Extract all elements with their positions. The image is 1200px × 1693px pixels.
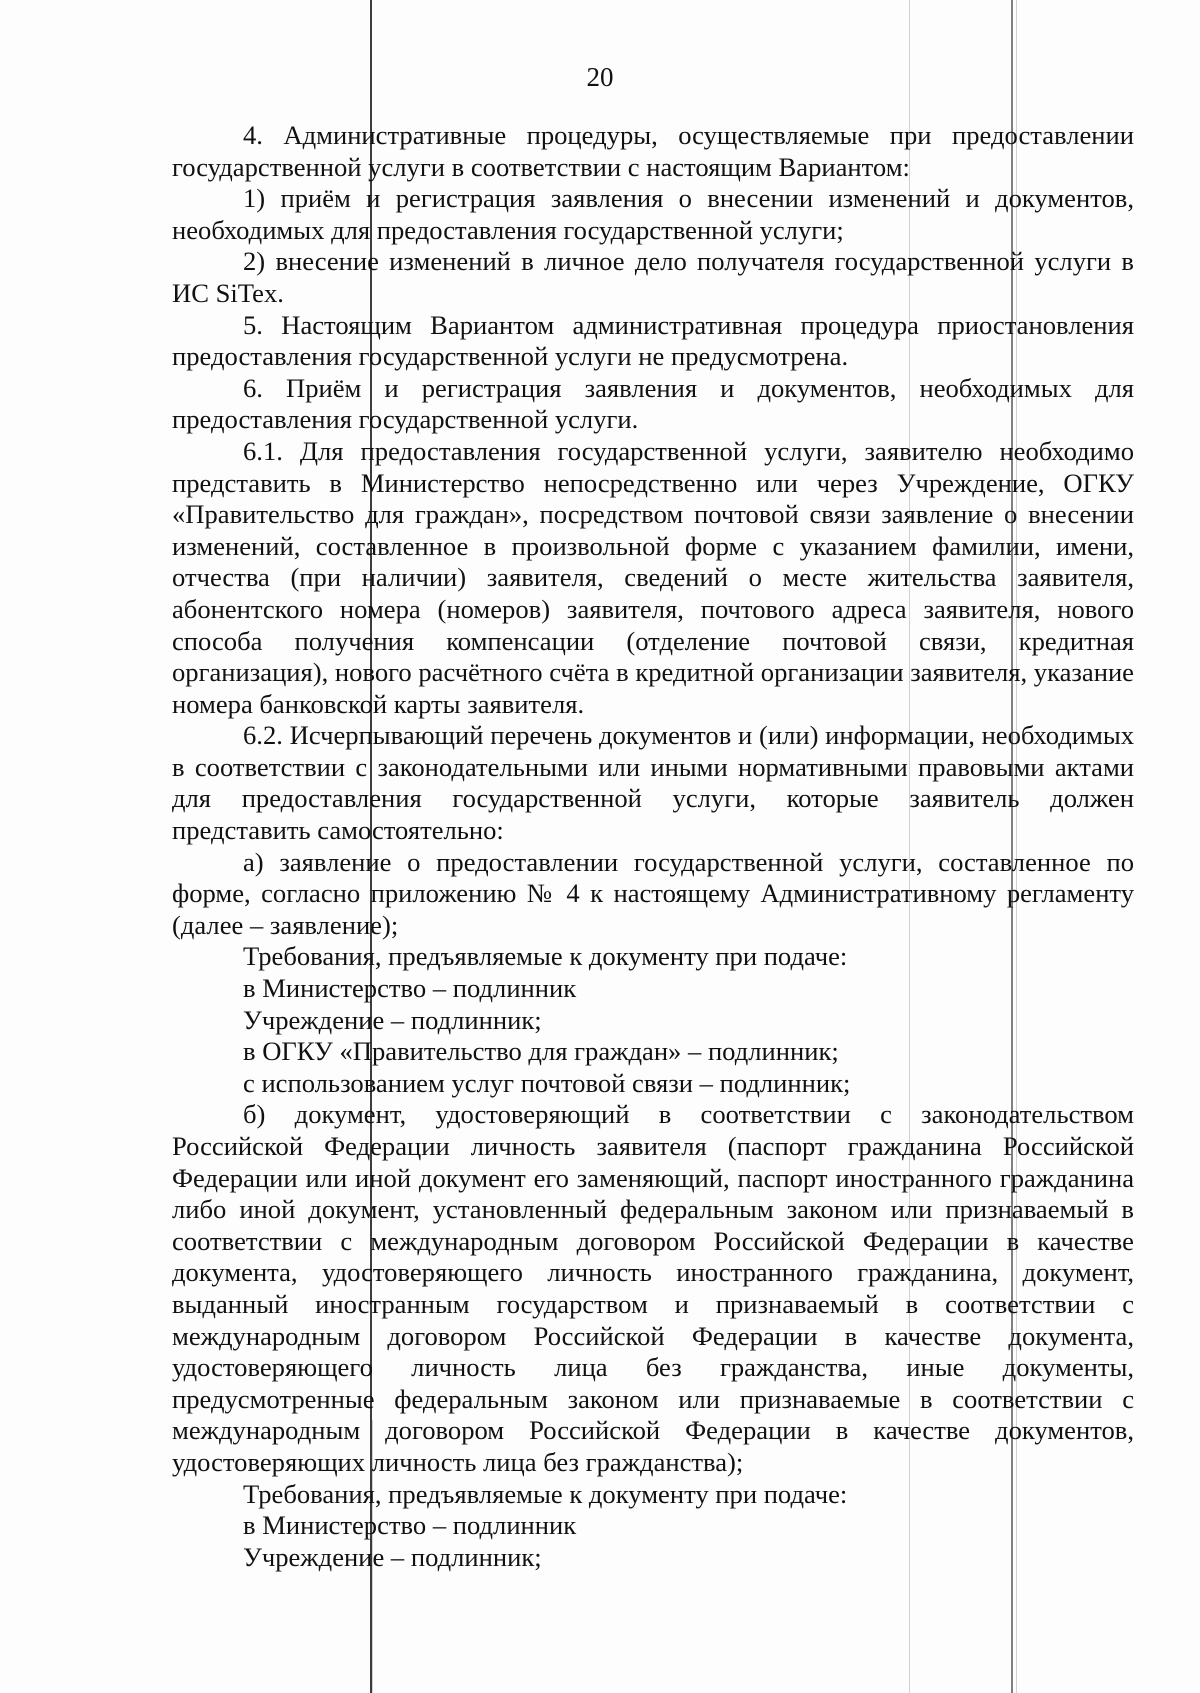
paragraph-subitem-1: 1) приём и регистрация заявления о внесении изменений и документов, необходимых для предоставления государственной услуги; <box>172 183 1134 245</box>
paragraph-ministry-original: в Министерство – подлинник <box>243 1510 577 1541</box>
paragraph-subitem-2: 2) внесение изменений в личное дело получателя государственной услуги в ИС SiTex. <box>172 246 1134 308</box>
paragraph-ogku-original: в ОГКУ «Правительство для граждан» – подлинник; <box>243 1036 839 1067</box>
paragraph-item-5: 5. Настоящим Вариантом административная процедура приостановления предоставления государственной услуги не предусмотрена. <box>172 309 1134 372</box>
paragraph-subitem-a: а) заявление о предоставлении государственной услуги, составленное по форме, согласно приложению № 4 к настоящему Административному регламенту (далее – заявление); <box>172 846 1134 940</box>
paragraph-item-6-1: 6.1. Для предоставления государственной услуги, заявителю необходимо представить в Министерство непосредственно или через Учреждение, ОГКУ «Правительство для граждан», посредством почтовой связи заявление о внесении изменений, составленное в произвольной форме с указанием фамилии, имени, отчества (при наличии) заявителя, сведений о месте жительства заявителя, абонентского номера (номеров) заявителя, почтового адреса заявителя, нового способа получения компенсации (отделение почтовой связи, кредитная организация), нового расчётного счёта в кредитной организации заявителя, указание номера банковской карты заявителя. <box>172 435 1134 719</box>
paragraph-requirements: Требования, предъявляемые к документу при подаче: <box>243 1478 848 1509</box>
paragraph-item-6: 6. Приём и регистрация заявления и документов, необходимых для предоставления государственной услуги. <box>172 372 1134 435</box>
document-body <box>172 120 1134 1573</box>
paragraph-institution-original: Учреждение – подлинник; <box>243 1004 542 1035</box>
page-number: 20 <box>586 62 614 92</box>
paragraph-subitem-b: б) документ, удостоверяющий в соответствии с законодательством Российской Федерации личность заявителя (паспорт гражданина Российской Федерации или иной документ его заменяющий, паспорт иностранного гражданина либо иной документ, установленный федеральным законом или признаваемый в соответствии с международным договором Российской Федерации в качестве документа, удостоверяющего личность иностранного гражданина, документ, выданный иностранным государством и признаваемый в соответствии с международным договором Российской Федерации в качестве документа, удостоверяющего личность лица без гражданства, иные документы, предусмотренные федеральным законом или признаваемые в соответствии с международным договором Российской Федерации в качестве документов, удостоверяющих личность лица без гражданства); <box>172 1099 1134 1477</box>
paragraph-requirements: Требования, предъявляемые к документу при подаче: <box>243 941 848 972</box>
paragraph-institution-original: Учреждение – подлинник; <box>243 1541 542 1572</box>
paragraph-postal-original: с использованием услуг почтовой связи – подлинник; <box>243 1067 851 1098</box>
paragraph-ministry-original: в Министерство – подлинник <box>243 973 577 1004</box>
paragraph-item-4: 4. Административные процедуры, осуществляемые при предоставлении государственной услуги в соответствии с настоящим Вариантом: <box>172 120 1134 182</box>
paragraph-item-6-2: 6.2. Исчерпывающий перечень документов и (или) информации, необходимых в соответствии с законодательными или иными нормативными правовыми актами для предоставления государственной услуги, которые заявитель должен представить самостоятельно: <box>172 720 1134 846</box>
